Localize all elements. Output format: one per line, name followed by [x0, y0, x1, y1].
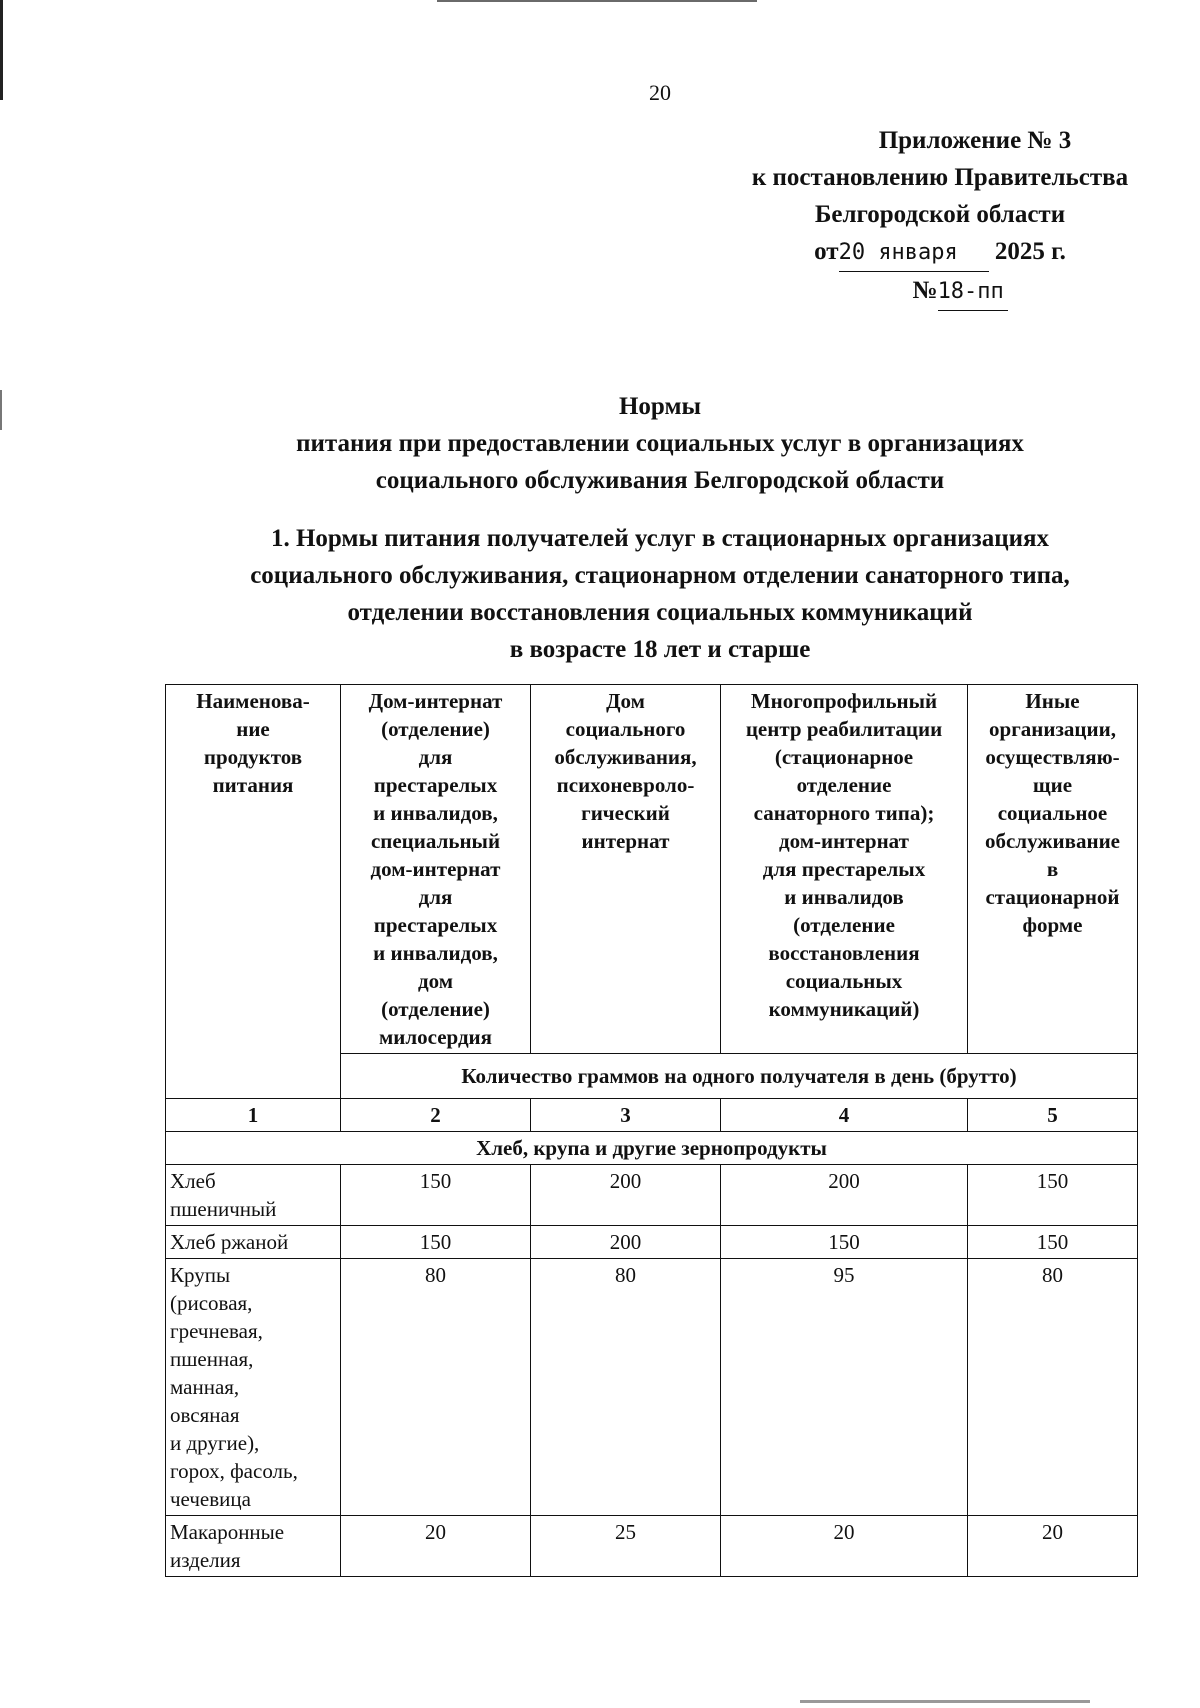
norm-value: 150 [721, 1226, 968, 1259]
date-year: 2025 г. [994, 238, 1066, 265]
norm-value: 80 [968, 1259, 1138, 1516]
norm-value: 200 [531, 1165, 721, 1226]
appendix-block [700, 122, 1180, 311]
unit-header: Количество граммов на одного получателя в день (брутто) [341, 1054, 1138, 1099]
column-number: 3 [531, 1099, 721, 1132]
scan-bottom-artifact [800, 1700, 1090, 1703]
document-title [0, 388, 1200, 499]
group-row [166, 1132, 1138, 1165]
norm-value: 20 [968, 1516, 1138, 1577]
column-number-row [166, 1099, 1138, 1132]
norm-value: 150 [341, 1165, 531, 1226]
table-row [166, 1226, 1138, 1259]
page-number: 20 [649, 80, 671, 105]
norm-value: 200 [531, 1226, 721, 1259]
norm-value: 20 [721, 1516, 968, 1577]
product-name: Хлеб ржаной [166, 1226, 341, 1259]
norm-value: 80 [341, 1259, 531, 1516]
title-line: Нормы [618, 393, 702, 420]
norm-value: 95 [721, 1259, 968, 1516]
norm-value: 150 [968, 1226, 1138, 1259]
number-field [938, 272, 1008, 311]
number-value: 18-пп [937, 279, 1004, 304]
appendix-resolution: к постановлению Правительства [751, 164, 1129, 191]
product-name: Макаронные изделия [166, 1516, 341, 1577]
column-number: 1 [166, 1099, 341, 1132]
table-header-row [166, 685, 1138, 1054]
title-line: питания при предоставлении социальных услуг в организациях [296, 430, 1024, 457]
product-name: Крупы (рисовая, гречневая, пшенная, манная, овсяная и другие), горох, фасоль, чечевица [166, 1259, 341, 1516]
norm-value: 200 [721, 1165, 968, 1226]
norm-value: 20 [341, 1516, 531, 1577]
norm-value: 80 [531, 1259, 721, 1516]
section-title-line: в возрасте 18 лет и старше [509, 636, 811, 663]
section-title-line: социального обслуживания, стационарном отделении санаторного типа, [250, 562, 1070, 589]
norm-value: 150 [341, 1226, 531, 1259]
norm-value: 25 [531, 1516, 721, 1577]
nutrition-norms-table [165, 684, 1138, 1577]
number-prefix: № [912, 277, 938, 304]
date-prefix: от [814, 238, 839, 265]
scan-top-artifact [437, 0, 757, 2]
appendix-date [700, 233, 1180, 272]
appendix-number [700, 272, 1180, 311]
appendix-region: Белгородской области [814, 201, 1066, 228]
table-row [166, 1259, 1138, 1516]
appendix-title: Приложение № 3 [878, 127, 1072, 154]
table-row [166, 1165, 1138, 1226]
section-title [0, 520, 1200, 668]
header-column: Дом социального обслуживания, психоневроло- гический интернат [531, 685, 721, 1054]
header-column: Многопрофильный центр реабилитации (стационарное отделение санаторного типа); дом-интернат для престарелых и инвалидов (отделение восстановления социальных коммуникаций) [721, 685, 968, 1054]
group-label: Хлеб, крупа и другие зернопродукты [166, 1132, 1138, 1165]
section-title-line: 1. Нормы питания получателей услуг в стационарных организациях [270, 525, 1050, 552]
column-number: 4 [721, 1099, 968, 1132]
table-row [166, 1516, 1138, 1577]
header-column: Дом-интернат (отделение) для престарелых и инвалидов, специальный дом-интернат для престарелых и инвалидов, дом (отделение) милосердия [341, 685, 531, 1054]
header-column: Иные организации, осуществляю- щие социальное обслуживание в стационарной форме [968, 685, 1138, 1054]
table-body [166, 1165, 1138, 1577]
header-product-name: Наименова- ние продуктов питания [166, 685, 341, 1099]
norm-value: 150 [968, 1165, 1138, 1226]
date-field [839, 233, 989, 272]
product-name: Хлеб пшеничный [166, 1165, 341, 1226]
section-title-line: отделении восстановления социальных коммуникаций [347, 599, 973, 626]
title-line: социального обслуживания Белгородской области [375, 467, 945, 494]
column-number: 5 [968, 1099, 1138, 1132]
column-number: 2 [341, 1099, 531, 1132]
date-day-month: 20 января [838, 240, 958, 265]
